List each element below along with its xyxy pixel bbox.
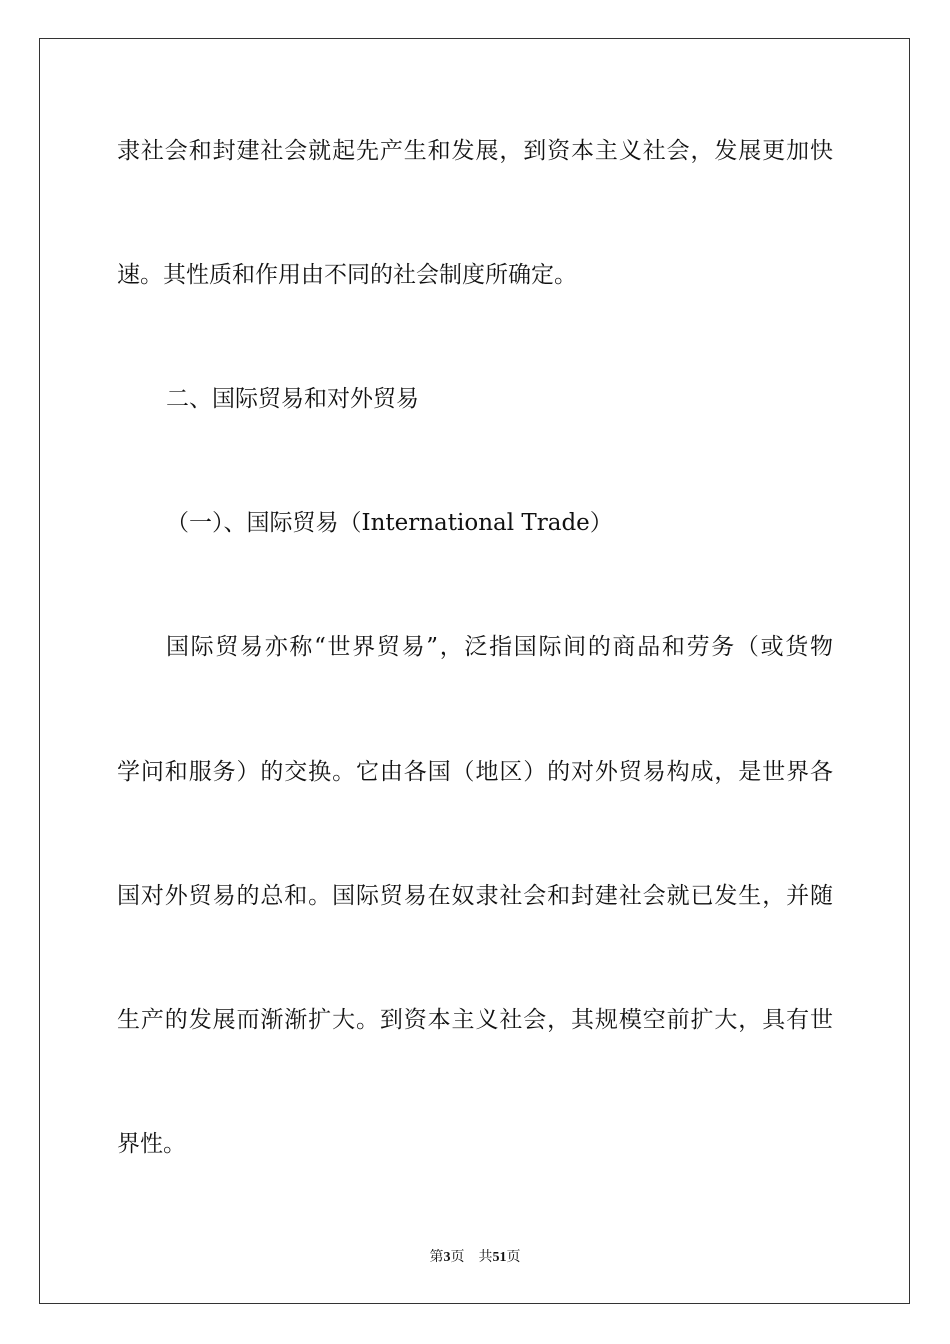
body-line-1: 隶社会和封建社会就起先产生和发展，到资本主义社会，发展更加快	[117, 138, 833, 164]
page-footer	[0, 1246, 950, 1266]
footer-total-suffix: 页	[506, 1249, 521, 1265]
body-line-4: 学问和服务）的交换。它由各国（地区）的对外贸易构成，是世界各	[117, 759, 833, 785]
footer-page-suffix: 页	[450, 1249, 465, 1265]
footer-total-prefix: 共	[478, 1249, 493, 1265]
body-line-7: 界性。	[117, 1131, 186, 1157]
page-border	[39, 38, 910, 1304]
body-line-2: 速。其性质和作用由不同的社会制度所确定。	[117, 262, 577, 288]
subsection-heading: （一）、国际贸易（International Trade）	[166, 510, 613, 536]
footer-page-total: 51	[492, 1250, 507, 1265]
footer-page-prefix: 第	[429, 1249, 444, 1265]
section-heading: 二、国际贸易和对外贸易	[166, 386, 419, 412]
footer-page-current: 3	[443, 1250, 451, 1265]
body-line-5: 国对外贸易的总和。国际贸易在奴隶社会和封建社会就已发生，并随	[117, 883, 833, 909]
body-line-6: 生产的发展而渐渐扩大。到资本主义社会，其规模空前扩大，具有世	[117, 1007, 833, 1033]
body-line-3: 国际贸易亦称“世界贸易”，泛指国际间的商品和劳务（或货物	[166, 634, 833, 660]
